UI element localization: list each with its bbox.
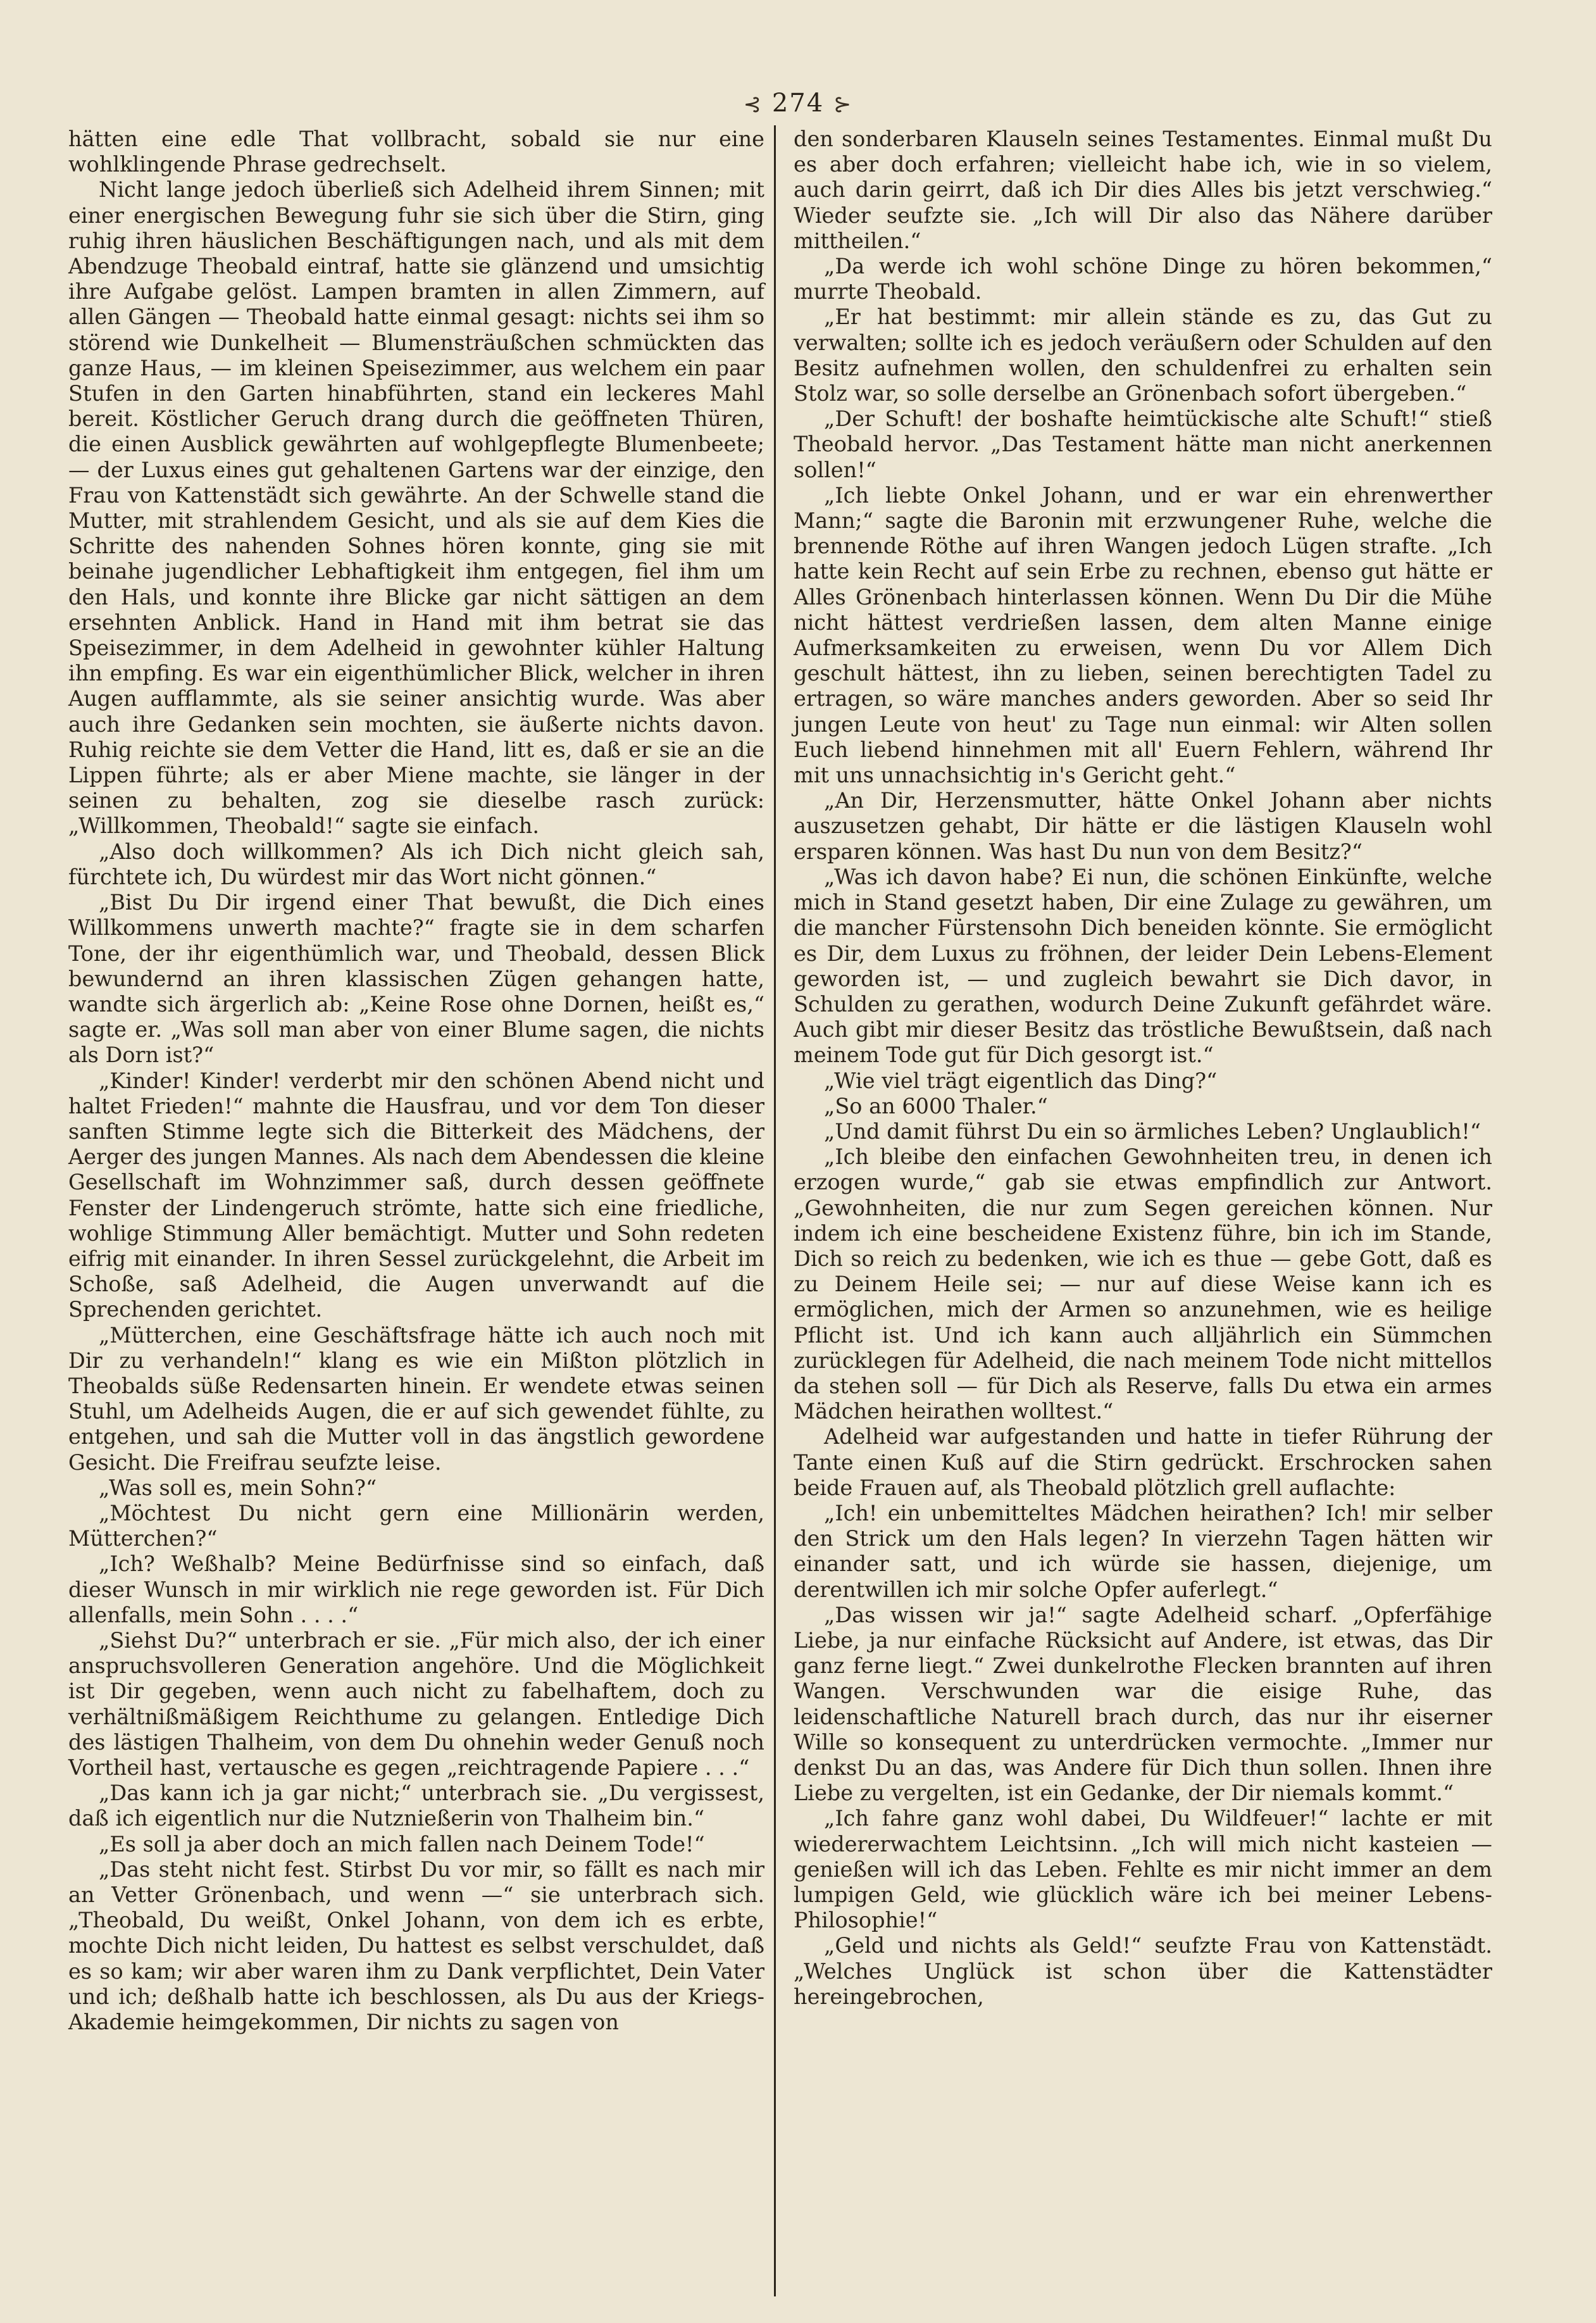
paragraph: „Und damit führst Du ein so ärmliches Leben? Unglaublich!“ <box>824 1118 1481 1144</box>
left-column <box>68 127 764 2035</box>
paragraph: Nicht lange jedoch überließ sich Adelheid ihrem Sinnen; mit einer energischen Bewegung fuhr sie sich über die Stirn, ging ruhig ihren häuslichen Beschäftigungen nach, und als mit dem Abendzuge Theobald eintraf, hatte sie glänzend und umsichtig ihre Aufgabe gelöst. Lampen bramten in allen Zimmern, auf allen Gängen — Theobald hatte einmal gesagt: nichts sei ihm so störend wie Dunkelheit — Blumensträußchen schmückten das ganze Haus, — im kleinen Speisezimmer, aus welchem ein paar Stufen in den Garten hinabführten, stand ein leckeres Mahl bereit. Köstlicher Geruch drang durch die geöffneten Thüren, die einen Ausblick gewährten auf wohlgepflegte Blumenbeete; — der Luxus eines gut gehaltenen Gartens war der einzige, den Frau von Kattenstädt sich gewährte. An der Schwelle stand die Mutter, mit strahlendem Gesicht, und als sie auf dem Kies die Schritte des nahenden Sohnes hören konnte, ging sie mit beinahe jugendlicher Lebhaftigkeit ihm entgegen, fiel ihm um den Hals, und konnte ihre Blicke gar nicht sättigen an dem ersehnten Anblick. Hand in Hand mit ihm betrat sie das Speisezimmer, in dem Adelheid in gewohnter kühler Haltung ihn empfing. Es war ein eigenthümlicher Blick, welcher in ihren Augen aufflammte, als sie seiner ansichtig wurde. Was aber auch ihre Gedanken sein mochten, sie äußerte nichts davon. Ruhig reichte sie dem Vetter die Hand, litt es, daß er sie an die Lippen führte; als er aber Miene machte, sie länger in der seinen zu behalten, zog sie dieselbe rasch zurück: „Willkommen, Theobald!“ sagte sie einfach. <box>68 177 764 839</box>
paragraph: „Geld und nichts als Geld!“ seufzte Frau von Kattenstädt. „Welches Unglück ist schon über die Kattenstädter hereingebrochen, <box>794 1933 1492 2009</box>
paragraph: „Er hat bestimmt: mir allein stände es zu, das Gut zu verwalten; sollte ich es jedoch veräußern oder Schulden auf den Besitz aufnehmen wollen, den schuldenfrei zu erhalten sein Stolz war, so solle derselbe an Grönenbach sofort übergeben.“ <box>794 304 1492 406</box>
paragraph: „Ich liebte Onkel Johann, und er war ein ehrenwerther Mann;“ sagte die Baronin mit erzwungener Ruhe, welche die brennende Röthe auf ihren Wangen jedoch Lügen strafte. „Ich hatte kein Recht auf sein Erbe zu rechnen, ebenso gut hätte er Alles Grönenbach hinterlassen können. Wenn Du Dir die Mühe nicht hättest verdrießen lassen, dem alten Manne einige Aufmerksamkeiten zu erweisen, wenn Du vor Allem Dich geschult hättest, ihn zu lieben, seinen berechtigten Tadel zu ertragen, so wäre manches anders geworden. Aber so seid Ihr jungen Leute von heut' zu Tage nun einmal: wir Alten sollen Euch liebend hinnehmen mit all' Euern Fehlern, während Ihr mit uns unnachsichtig in's Gericht geht.“ <box>794 482 1492 788</box>
paragraph: „Siehst Du?“ unterbrach er sie. „Für mich also, der ich einer anspruchsvolleren Generation angehöre. Und die Möglichkeit ist Dir gegeben, wenn auch nicht zu fabelhaftem, doch zu verhältnißmäßigem Reichthume zu gelangen. Entledige Dich des lästigen Thalheim, von dem Du ohnehin weder Genuß noch Vortheil hast, vertausche es gegen „reichtragende Papiere . . .“ <box>68 1627 764 1780</box>
paragraph: „Das kann ich ja gar nicht;“ unterbrach sie. „Du vergissest, daß ich eigentlich nur die Nutznießerin von Thalheim bin.“ <box>68 1781 764 1831</box>
page-number: 274 <box>771 89 825 118</box>
paragraph: „Der Schuft! der boshafte heimtückische alte Schuft!“ stieß Theobald hervor. „Das Testament hätte man nicht anerkennen sollen!“ <box>794 406 1492 482</box>
paragraph: „Kinder! Kinder! verderbt mir den schönen Abend nicht und haltet Frieden!“ mahnte die Hausfrau, und vor dem Ton dieser sanften Stimme legte sich die Bitterkeit des Mädchens, der Aerger des jungen Mannes. Als nach dem Abendessen die kleine Gesellschaft im Wohnzimmer saß, durch dessen geöffnete Fenster der Lindengeruch strömte, hatte sich eine friedliche, wohlige Stimmung Aller bemächtigt. Mutter und Sohn redeten eifrig mit einander. In ihren Sessel zurückgelehnt, die Arbeit im Schoße, saß Adelheid, die Augen unverwandt auf die Sprechenden gerichtet. <box>68 1068 764 1322</box>
paragraph: „So an 6000 Thaler.“ <box>824 1093 1048 1118</box>
paragraph: „Ich! ein unbemitteltes Mädchen heirathen? Ich! mir selber den Strick um den Hals legen? In vierzehn Tagen hätten wir einander satt, und ich würde sie hassen, diejenige, um derentwillen ich mir solche Opfer auferlegt.“ <box>794 1500 1492 1602</box>
paragraph: „Ich fahre ganz wohl dabei, Du Wildfeuer!“ lachte er mit wiedererwachtem Leichtsinn. „Ich will mich nicht kasteien — genießen will ich das Leben. Fehlte es mir nicht immer an dem lumpigen Geld, wie glücklich wäre ich bei meiner Lebens-Philosophie!“ <box>794 1806 1492 1933</box>
paragraph: den sonderbaren Klauseln seines Testamentes. Einmal mußt Du es aber doch erfahren; vielleicht habe ich, wie in so vielem, auch darin geirrt, daß ich Dir dies Alles bis jetzt verschwieg.“ Wieder seufzte sie. „Ich will Dir also das Nähere darüber mittheilen.“ <box>794 127 1492 253</box>
paragraph: „Da werde ich wohl schöne Dinge zu hören bekommen,“ murrte Theobald. <box>794 254 1492 304</box>
header-ornament-left: ⊰ <box>743 92 763 117</box>
paragraph: „Ich? Weßhalb? Meine Bedürfnisse sind so einfach, daß dieser Wunsch in mir wirklich nie rege geworden ist. Für Dich allenfalls, mein Sohn . . . .“ <box>68 1551 764 1627</box>
paragraph: „An Dir, Herzensmutter, hätte Onkel Johann aber nichts auszusetzen gehabt, Dir hätte er die lästigen Klauseln wohl ersparen können. Was hast Du nun von dem Besitz?“ <box>794 788 1492 864</box>
paragraph: „Das steht nicht fest. Stirbst Du vor mir, so fällt es nach mir an Vetter Grönenbach, und wenn —“ sie unterbrach sich. „Theobald, Du weißt, Onkel Johann, von dem ich es erbte, mochte Dich nicht leiden, Du hattest es selbst verschuldet, daß es so kam; wir aber waren ihm zu Dank verpflichtet, Dein Vater und ich; deßhalb hatte ich beschlossen, als Du aus der Kriegs-Akademie heimgekommen, Dir nichts zu sagen von <box>68 1857 764 2035</box>
paragraph: „Was soll es, mein Sohn?“ <box>99 1475 377 1500</box>
paragraph: „Bist Du Dir irgend einer That bewußt, die Dich eines Willkommens unwerth machte?“ fragte sie in dem scharfen Tone, der ihr eigenthümlich war, und Theobald, dessen Blick bewundernd an ihren klassischen Zügen gehangen hatte, wandte sich ärgerlich ab: „Keine Rose ohne Dornen, heißt es,“ sagte er. „Was soll man aber von einer Blume sagen, die nichts als Dorn ist?“ <box>68 890 764 1068</box>
paragraph: „Das wissen wir ja!“ sagte Adelheid scharf. „Opferfähige Liebe, ja nur einfache Rücksicht auf Andere, ist etwas, das Dir ganz ferne liegt.“ Zwei dunkelrothe Flecken brannten auf ihren Wangen. Verschwunden war die eisige Ruhe, das leidenschaftliche Naturell brach durch, das nur ihr eiserner Wille so konsequent zu unterdrücken vermochte. „Immer nur denkst Du an das, was Andere für Dich thun sollen. Ihnen ihre Liebe zu vergelten, ist ein Gedanke, der Dir niemals kommt.“ <box>794 1602 1492 1806</box>
paragraph: „Was ich davon habe? Ei nun, die schönen Einkünfte, welche mich in Stand gesetzt haben, Dir eine Zulage zu gewähren, um die mancher Fürstensohn Dich beneiden könnte. Sie ermöglicht es Dir, dem Luxus zu fröhnen, der leider Dein Lebens-Element geworden ist, — und zugleich bewahrt sie Dich davor, in Schulden zu gerathen, wodurch Deine Zukunft gefährdet wäre. Auch gibt mir dieser Besitz das tröstliche Bewußtsein, daß nach meinem Tode gut für Dich gesorgt ist.“ <box>794 864 1492 1068</box>
paragraph: „Ich bleibe den einfachen Gewohnheiten treu, in denen ich erzogen wurde,“ gab sie etwas empfindlich zur Antwort. „Gewohnheiten, die nur zum Segen gereichen können. Nur indem ich eine bescheidene Existenz führe, bin ich im Stande, Dich so reich zu bedenken, wie ich es thue — gebe Gott, daß es zu Deinem Heile sei; — nur auf diese Weise kann ich es ermöglichen, mich der Armen so anzunehmen, wie es heilige Pflicht ist. Und ich kann auch alljährlich ein Sümmchen zurücklegen für Adelheid, die nach meinem Tode nicht mittellos da stehen soll — für Dich als Reserve, falls Du etwa ein armes Mädchen heirathen wolltest.“ <box>794 1144 1492 1424</box>
page-header <box>0 81 1596 125</box>
paragraph: „Es soll ja aber doch an mich fallen nach Deinem Tode!“ <box>99 1831 705 1857</box>
paragraph: „Also doch willkommen? Als ich Dich nicht gleich sah, fürchtete ich, Du würdest mir das Wort nicht gönnen.“ <box>68 839 764 889</box>
paragraph: Adelheid war aufgestanden und hatte in tiefer Rührung der Tante einen Kuß auf die Stirn gedrückt. Erschrocken sahen beide Frauen auf, als Theobald plötzlich grell auflachte: <box>794 1424 1492 1500</box>
paragraph: „Möchtest Du nicht gern eine Millionärin werden, Mütterchen?“ <box>68 1500 764 1551</box>
paragraph: „Mütterchen, eine Geschäftsfrage hätte ich auch noch mit Dir zu verhandeln!“ klang es wie ein Mißton plötzlich in Theobalds süße Redensarten hinein. Er wendete etwas seinen Stuhl, um Adelheids Augen, die er auf sich gewendet fühlte, zu entgehen, und sah die Mutter voll in das ängstlich gewordene Gesicht. Die Freifrau seufzte leise. <box>68 1322 764 1475</box>
paragraph: hätten eine edle That vollbracht, sobald sie nur eine wohlklingende Phrase gedrechselt. <box>68 127 764 177</box>
paragraph: „Wie viel trägt eigentlich das Ding?“ <box>824 1068 1218 1093</box>
column-divider <box>774 125 776 2296</box>
header-ornament-right: ⊱ <box>833 92 853 117</box>
right-column <box>794 127 1492 2010</box>
